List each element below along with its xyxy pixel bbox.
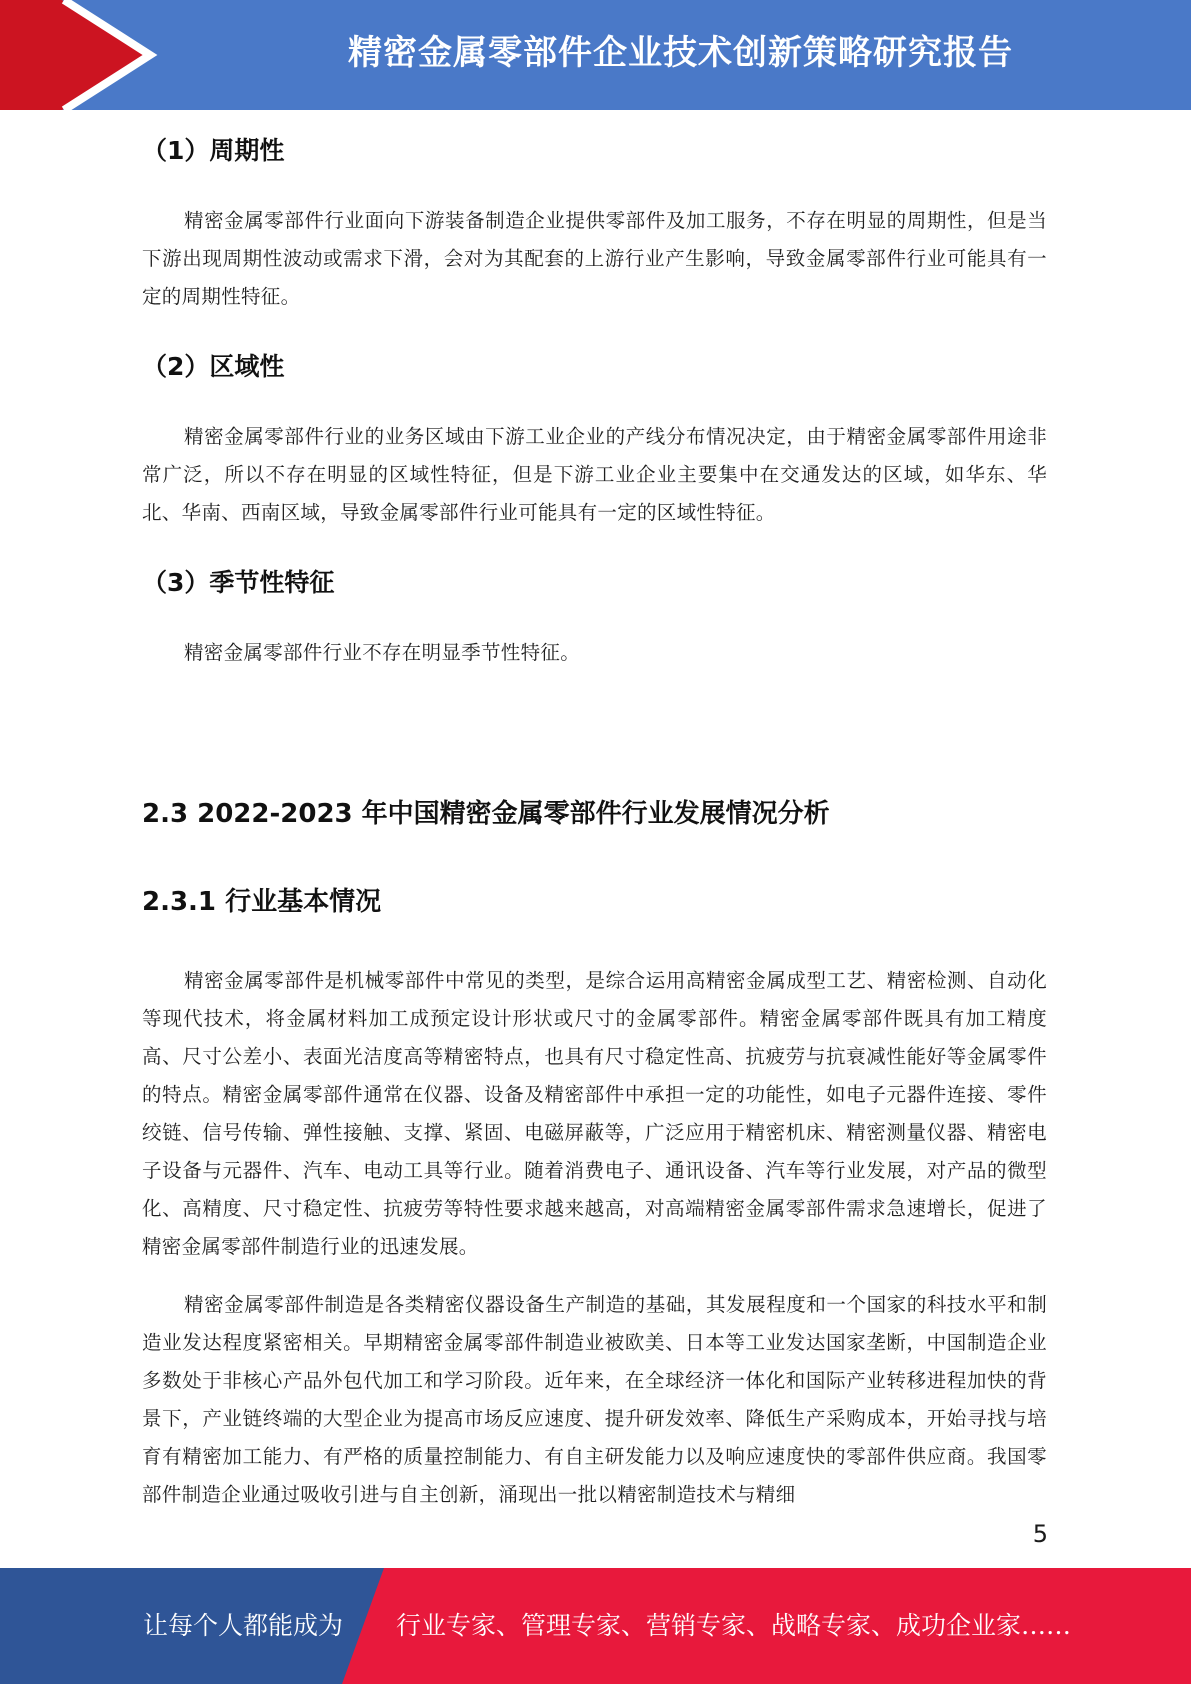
paragraph-industry-basics-1: 精密金属零部件是机械零部件中常见的类型，是综合运用高精密金属成型工艺、精密检测、自动化等现代技术，将金属材料加工成预定设计形状或尺寸的金属零部件。精密金属零部件既具有加工精度高、尺寸公差小、表面光洁度高等精密特点，也具有尺寸稳定性高、抗疲劳与抗衰减性能好等金属零件的特点。精密金属零部件通常在仪器、设备及精密部件中承担一定的功能性，如电子元器件连接、零件绞链、信号传输、弹性接触、支撑、紧固、电磁屏蔽等，广泛应用于精密机床、精密测量仪器、精密电子设备与元器件、汽车、电动工具等行业。随着消费电子、通讯设备、汽车等行业发展，对产品的微型化、高精度、尺寸稳定性、抗疲劳等特性要求越来越高，对高端精密金属零部件需求急速增长，促进了精密金属零部件制造行业的迅速发展。 bbox=[142, 969, 1047, 1258]
paragraph-industry-basics-2: 精密金属零部件制造是各类精密仪器设备生产制造的基础，其发展程度和一个国家的科技水平和制造业发达程度紧密相关。早期精密金属零部件制造业被欧美、日本等工业发达国家垄断，中国制造企业多数处于非核心产品外包代加工和学习阶段。近年来，在全球经济一体化和国际产业转移进程加快的背景下，产业链终端的大型企业为提高市场反应速度、提升研发效率、降低生产采购成本，开始寻找与培育有精密加工能力、有严格的质量控制能力、有自主研发能力以及响应速度快的零部件供应商。我国零部件制造企业通过吸收引进与自主创新，涌现出一批以精密制造技术与精细 bbox=[142, 1293, 1047, 1506]
paragraph-regional: 精密金属零部件行业的业务区域由下游工业企业的产线分布情况决定，由于精密金属零部件用途非常广泛，所以不存在明显的区域性特征，但是下游工业企业主要集中在交通发达的区域，如华东、华北、华南、西南区域，导致金属零部件行业可能具有一定的区域性特征。 bbox=[142, 425, 1047, 524]
page-number: 5 bbox=[1032, 1520, 1048, 1548]
header-arrow-decoration bbox=[0, 0, 160, 110]
heading-cyclical: （1）周期性 bbox=[142, 136, 285, 165]
report-header bbox=[0, 0, 1191, 110]
report-title: 精密金属零部件企业技术创新策略研究报告 bbox=[348, 33, 1013, 73]
heading-regional: （2）区域性 bbox=[142, 352, 285, 381]
section-heading-2-3: 2.3 2022-2023 年中国精密金属零部件行业发展情况分析 bbox=[142, 799, 830, 829]
heading-seasonal: （3）季节性特征 bbox=[142, 568, 335, 597]
paragraph-cyclical: 精密金属零部件行业面向下游装备制造企业提供零部件及加工服务，不存在明显的周期性，但是当下游出现周期性波动或需求下滑，会对为其配套的上游行业产生影响，导致金属零部件行业可能具有一定的周期性特征。 bbox=[142, 209, 1047, 308]
paragraph-seasonal: 精密金属零部件行业不存在明显季节性特征。 bbox=[184, 641, 581, 664]
report-footer bbox=[0, 1568, 1191, 1684]
footer-slogan-left: 让每个人都能成为 bbox=[143, 1611, 344, 1640]
footer-slogan-right: 行业专家、管理专家、营销专家、战略专家、成功企业家…… bbox=[396, 1611, 1072, 1640]
page-content bbox=[142, 118, 1047, 1514]
section-heading-2-3-1: 2.3.1 行业基本情况 bbox=[142, 887, 382, 917]
